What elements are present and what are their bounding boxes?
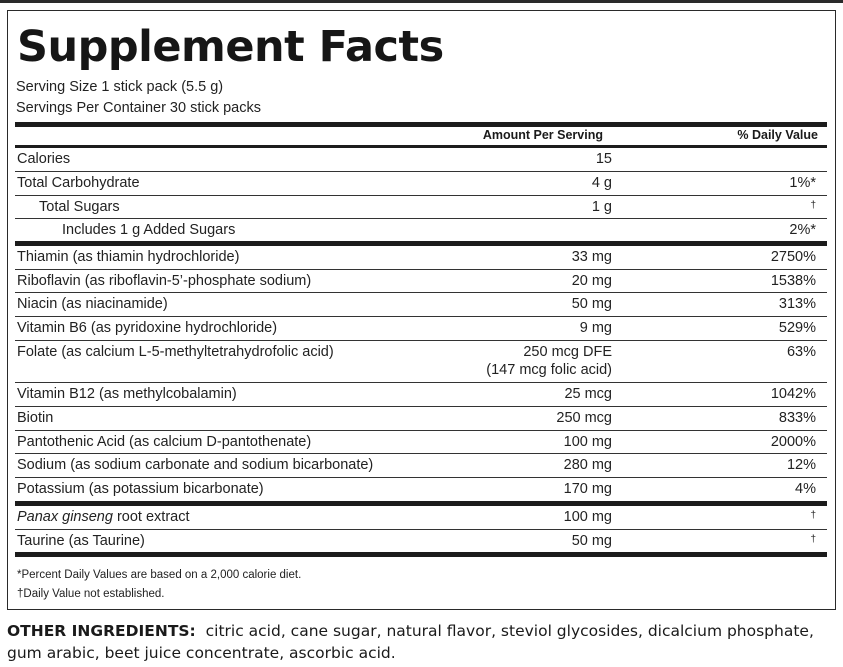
table-row: [15, 196, 827, 219]
top-border: [0, 0, 843, 3]
table-row: [15, 293, 827, 317]
nutrient-amount: 9 mg: [579, 320, 612, 336]
nutrient-amount: 20 mg: [571, 273, 612, 289]
nutrient-daily-value: 2%*: [789, 222, 816, 238]
label-title: Supplement Facts: [17, 22, 444, 72]
nutrient-amount: 100 mg: [563, 434, 612, 450]
nutrient-amount: 250 mcg: [556, 410, 612, 426]
table-row: [15, 431, 827, 454]
nutrient-name: Biotin: [17, 410, 54, 426]
nutrient-daily-value: 2750%: [770, 249, 816, 265]
table-row: [15, 478, 827, 506]
nutrient-daily-value: 4%: [795, 481, 816, 497]
other-ingredients-text: citric acid, cane sugar, natural flavor, steviol glycosides, dicalcium phosphate, gum arabic, beet juice concentrate, ascorbic acid.: [7, 622, 814, 662]
supplement-facts-panel: [7, 10, 836, 610]
nutrient-amount: 100 mg: [563, 509, 612, 525]
nutrient-name: Niacin (as niacinamide): [17, 296, 168, 312]
other-ingredients-label: OTHER INGREDIENTS:: [7, 622, 196, 640]
nutrient-amount: 25 mcg: [564, 386, 612, 402]
nutrient-name-italic: Panax ginseng: [17, 509, 113, 525]
nutrient-amount: 4 g: [591, 175, 612, 191]
table-row: [15, 270, 827, 293]
nutrient-daily-value: 63%: [786, 344, 816, 360]
nutrient-amount-detail: (147 mcg folic acid): [486, 362, 612, 378]
serving-size: Serving Size 1 stick pack (5.5 g): [16, 79, 224, 95]
table-row: [15, 530, 827, 554]
nutrient-name: Total Carbohydrate: [17, 175, 140, 191]
nutrient-amount: 280 mg: [563, 457, 612, 473]
table-row: [15, 341, 827, 383]
nutrient-name: Taurine (as Taurine): [17, 533, 145, 549]
servings-per-container: Servings Per Container 30 stick packs: [16, 100, 261, 116]
table-row: [15, 172, 827, 196]
other-ingredients: [7, 620, 837, 664]
nutrient-name: Sodium (as sodium carbonate and sodium bicarbonate): [17, 457, 374, 473]
nutrient-name: Pantothenic Acid (as calcium D-pantothenate): [17, 434, 312, 450]
table-row: [15, 454, 827, 478]
nutrient-daily-value: 2000%: [770, 434, 816, 450]
nutrient-daily-value: 313%: [778, 296, 816, 312]
table-row: [15, 246, 827, 270]
footer-divider-bar: [15, 552, 827, 557]
nutrient-name: Vitamin B12 (as methylcobalamin): [17, 386, 237, 402]
nutrient-table: [15, 148, 827, 554]
nutrient-name: Potassium (as potassium bicarbonate): [17, 481, 264, 497]
nutrient-name: [17, 509, 190, 525]
table-row: [15, 383, 827, 407]
nutrient-amount: 15: [595, 151, 612, 167]
nutrient-daily-value: 1042%: [770, 386, 816, 402]
nutrient-daily-value: 1538%: [770, 273, 816, 289]
nutrient-amount: 1 g: [591, 199, 612, 215]
nutrient-name: Calories: [17, 151, 71, 167]
table-row: [15, 506, 827, 530]
header-divider-bar: [15, 122, 827, 127]
footnote-percent-dv: *Percent Daily Values are based on a 2,000 calorie diet.: [17, 569, 302, 581]
header-amount: Amount Per Serving: [482, 128, 603, 142]
nutrient-amount: 33 mg: [571, 249, 612, 265]
nutrient-amount: 250 mcg DFE: [523, 344, 612, 360]
header-daily-value: % Daily Value: [737, 128, 818, 142]
nutrient-daily-value: †: [810, 534, 816, 545]
table-row: [15, 219, 827, 246]
nutrient-daily-value: 833%: [778, 410, 816, 426]
nutrient-name: Total Sugars: [39, 199, 120, 215]
nutrient-daily-value: †: [810, 200, 816, 211]
nutrient-name-rest: root extract: [112, 509, 190, 525]
table-row: [15, 407, 827, 431]
table-row: [15, 148, 827, 172]
nutrient-daily-value: 1%*: [789, 175, 816, 191]
nutrient-name: Riboflavin (as riboflavin-5’-phosphate sodium): [17, 273, 312, 289]
nutrient-amount: 50 mg: [571, 533, 612, 549]
nutrient-amount: 170 mg: [563, 481, 612, 497]
footnote-not-established: †Daily Value not established.: [17, 588, 165, 600]
nutrient-name: Vitamin B6 (as pyridoxine hydrochloride): [17, 320, 278, 336]
nutrient-name: Includes 1 g Added Sugars: [62, 222, 236, 238]
nutrient-daily-value: †: [810, 510, 816, 521]
nutrient-amount: 50 mg: [571, 296, 612, 312]
table-row: [15, 317, 827, 341]
nutrient-daily-value: 529%: [778, 320, 816, 336]
nutrient-name: Folate (as calcium L-5-methyltetrahydrofolic acid): [17, 344, 334, 360]
nutrient-name: Thiamin (as thiamin hydrochloride): [17, 249, 240, 265]
nutrient-daily-value: 12%: [786, 457, 816, 473]
